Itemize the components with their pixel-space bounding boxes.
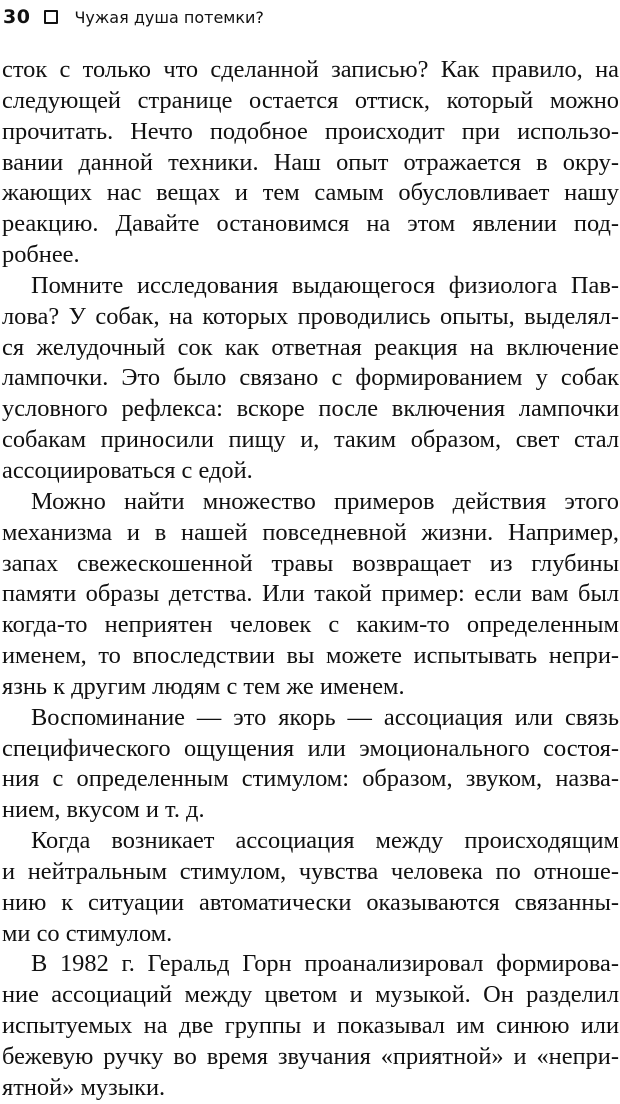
text-line: язнь к другим людям с тем же именем. bbox=[2, 672, 405, 700]
text-line: ассоциироваться с едой. bbox=[2, 456, 253, 484]
text-line: условного рефлекса: вскоре после включения лампочки bbox=[2, 395, 619, 423]
text-line: запах свежескошенной травы возвращает из глубины bbox=[2, 549, 619, 577]
paragraph-6 bbox=[2, 949, 619, 1103]
text-line: жающих нас вещах и тем самым обусловливает нашу bbox=[2, 179, 619, 207]
text-line: Когда возникает ассоциация между происходящим bbox=[31, 827, 619, 855]
text-line: ся желудочный сок как ответная реакция на включение bbox=[2, 333, 619, 361]
paragraph-3 bbox=[2, 487, 619, 703]
page-number: 30 bbox=[3, 6, 31, 28]
text-line: нию к ситуации автоматически оказываются связанны- bbox=[2, 888, 619, 916]
text-line: бежевую ручку во время звучания «приятной» и «непри- bbox=[2, 1043, 619, 1070]
text-line: Воспоминание — это якорь — ассоциация или связь bbox=[31, 703, 619, 731]
text-line: лова? У собак, на которых проводились опыты, выделял- bbox=[2, 302, 619, 330]
text-line: В 1982 г. Геральд Горн проанализировал формирова- bbox=[31, 950, 619, 978]
text-line: нием, вкусом и т. д. bbox=[2, 796, 205, 824]
page-header bbox=[3, 2, 264, 32]
text-line: когда-то неприятен человек с каким-то определенным bbox=[2, 611, 619, 639]
text-line: сток с только что сделанной записью? Как правило, на bbox=[2, 56, 619, 83]
text-line: лампочки. Это было связано с формированием у собак bbox=[2, 364, 619, 392]
body-text bbox=[2, 55, 619, 1104]
text-line: Можно найти множество примеров действия этого bbox=[31, 487, 619, 515]
text-line: и нейтральным стимулом, чувства человека по отноше- bbox=[2, 857, 619, 885]
text-line: робнее. bbox=[2, 241, 80, 269]
paragraph-4 bbox=[2, 703, 619, 826]
text-line: памяти образы детства. Или такой пример: если вам был bbox=[2, 580, 619, 608]
text-line: ми со стимулом. bbox=[2, 919, 173, 947]
text-line: специфического ощущения или эмоционального состоя- bbox=[2, 734, 619, 762]
text-line: механизма и в нашей повседневной жизни. Например, bbox=[2, 518, 619, 546]
text-line: собакам приносили пищу и, таким образом, свет стал bbox=[2, 426, 619, 454]
text-line: реакцию. Давайте остановимся на этом явлении под- bbox=[2, 210, 619, 238]
text-line: именем, то впоследствии вы можете испытывать непри- bbox=[2, 642, 619, 670]
text-line: ние ассоциаций между цветом и музыкой. Он разделил bbox=[2, 981, 619, 1009]
text-line: ния с определенным стимулом: образом, звуком, назва- bbox=[2, 765, 619, 793]
text-line: испытуемых на две группы и показывал им синюю или bbox=[2, 1012, 619, 1040]
text-line: следующей странице остается оттиск, который можно bbox=[2, 86, 619, 114]
running-title: Чужая душа потемки? bbox=[74, 7, 264, 27]
paragraph-2 bbox=[2, 271, 619, 487]
text-line: Помните исследования выдающегося физиолога Пав- bbox=[31, 271, 619, 299]
square-bullet-icon bbox=[44, 10, 58, 24]
text-line: прочитать. Нечто подобное происходит при использо- bbox=[2, 117, 619, 145]
text-line: ятной» музыки. bbox=[2, 1073, 166, 1101]
paragraph-5 bbox=[2, 826, 619, 949]
paragraph-1 bbox=[2, 55, 619, 271]
text-line: вании данной техники. Наш опыт отражается в окру- bbox=[2, 148, 619, 176]
